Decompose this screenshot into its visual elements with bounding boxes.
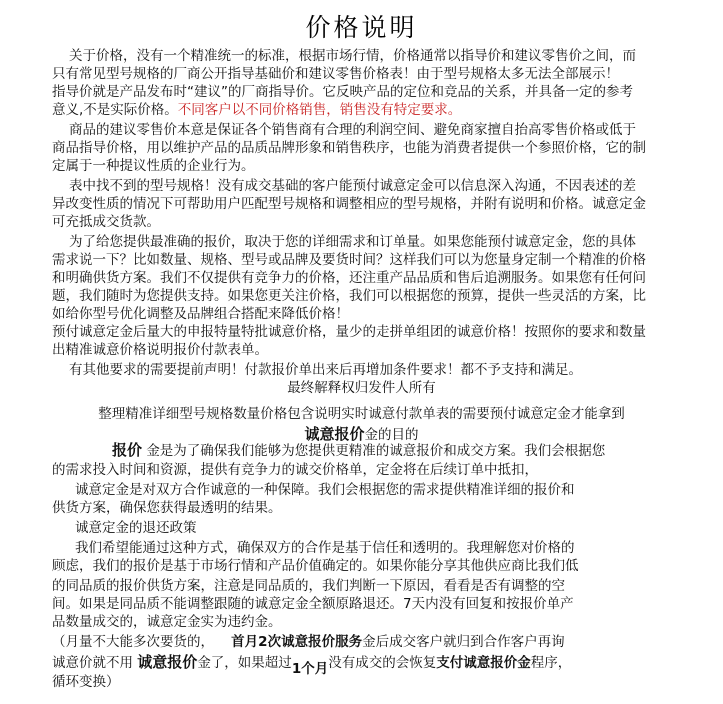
paragraph-line — [52, 634, 565, 651]
paragraph-line — [52, 653, 572, 677]
section2-intro: 整理精准详细型号规格数量价格包含说明实时诚意付款单表的需要预付诚意定金才能拿到 — [98, 406, 625, 422]
paragraph-text: 金了，如果超过 — [197, 655, 292, 671]
paragraph-line: 题，我们随时为您提供支持。如果您更关注价格，我们可以根据您的预算，提供一些灵活的方案，比 — [52, 288, 646, 304]
paragraph-line: 指导价就是产品发布时“建议”的厂商指导价。它反映产品的定位和竞品的关系，并具备一定的参考 — [52, 84, 633, 100]
paragraph-text: （月量不大能多次要货的， — [52, 634, 214, 650]
highlight-note: 不同客户以不同价格销售，销售没有特定要求。 — [177, 102, 462, 118]
paragraph-text: 金是为了确保我们能够为您提供更精准的诚意报价和成交方案。我们会根据您 — [146, 443, 606, 459]
disclaimer: 最终解释权归发件人所有 — [287, 380, 436, 396]
paragraph-text: 程序， — [530, 655, 572, 671]
heading-text: 金的目的 — [364, 427, 419, 443]
paragraph-line: 诚意定金是对双方合作诚意的一种保障。我们会根据您的需求提供精准详细的报价和 — [75, 482, 575, 498]
paragraph-line: 预付诚意定金后量大的申报特量特批诚意价格，量少的走拼单组团的诚意价格！按照你的要求和数量 — [52, 324, 646, 340]
paragraph-text: 诚意价就不用 — [52, 655, 133, 671]
paragraph-text: 金后成交客户就归到合作客户再询 — [362, 634, 565, 650]
paragraph-line: 可充抵成交货款。 — [52, 214, 160, 230]
paragraph-text: 意义,不是实际价格。 — [52, 102, 178, 118]
paragraph-line: 我们希望能通过这种方式，确保双方的合作是基于信任和透明的。我理解您对价格的 — [75, 540, 575, 556]
paragraph-line: 只有常见型号规格的厂商公开指导基础价和建议零售价格表！由于型号规格太多无法全部展示！ — [52, 66, 619, 82]
paragraph-line: 需求说一下？比如数量、规格、型号或品牌及要货时间？这样我们可以为您量身定制一个精准的价格 — [52, 252, 646, 268]
paragraph-text: 没有成交的会恢复 — [328, 655, 437, 671]
inline-emphasis: 支付诚意报价金 — [436, 655, 531, 671]
paragraph-line: 商品的建议零售价本意是保证各个销售商有合理的利润空间、避免商家擅自抬高零售价格或低于 — [69, 122, 636, 138]
page-title: 价格说明 — [305, 13, 418, 42]
heading-emphasis: 诚意报价 — [304, 425, 365, 443]
paragraph-line: 品数量成交的，诚意定金实为违约金。 — [52, 614, 282, 630]
inline-emphasis: 1个月 — [291, 661, 329, 677]
paragraph-line: 的同品质的报价供货方案，注意是同品质的，我们判断一下原因，看看是否有调整的空 — [52, 578, 565, 594]
paragraph-line: 顾虑，我们的报价是基于市场行情和产品价值确定的。如果你能分享其他供应商比我们低 — [52, 558, 579, 574]
paragraph-line: 出精准诚意价格说明报价付款表单。 — [52, 342, 268, 358]
paragraph-line: 的需求投入时间和资源，提供有竞争力的诚交价格单，定金将在后续订单中抵扣， — [52, 462, 538, 478]
paragraph-line: 循环变换） — [52, 674, 120, 690]
paragraph-line: 关于价格，没有一个精准统一的标准，根据市场行情，价格通常以指导价和建议零售价之间，而 — [69, 48, 636, 64]
paragraph-line: 商品指导价格，用以维护产品的品质品牌形象和销售秩序，也能为消费者提供一个参照价格，它的制 — [52, 140, 646, 156]
paragraph-line — [52, 102, 461, 119]
policy-heading: 诚意定金的退还政策 — [75, 520, 197, 536]
paragraph-line: 表中找不到的型号规格！没有成交基础的客户能预付诚意定金可以信息深入沟通，不因表述的差 — [69, 178, 636, 194]
inline-emphasis: 报价 — [112, 441, 143, 459]
paragraph-line: 为了给您提供最准确的报价，取决于您的详细需求和订单量。如果您能预付诚意定金，您的具体 — [69, 234, 636, 250]
paragraph-line: 有其他要求的需要提前声明！付款报价单出来后再增加条件要求！都不予支持和满足。 — [69, 362, 582, 378]
inline-emphasis: 诚意报价 — [137, 653, 198, 671]
paragraph-line: 定属于一种提议性质的企业行为。 — [52, 158, 255, 174]
paragraph-line: 供货方案，确保您获得最透明的结果。 — [52, 500, 282, 516]
inline-emphasis: 首月2次诚意报价服务 — [231, 634, 363, 650]
paragraph-line: 间。如果是同品质不能调整跟随的诚意定金全额原路退还。7天内没有回复和按报价单产 — [52, 596, 574, 612]
paragraph-line — [112, 442, 605, 460]
paragraph-line: 异改变性质的情况下可帮助用户匹配型号规格和调整相应的型号规格，并附有说明和价格。诚意定金 — [52, 196, 646, 212]
paragraph-line: 和明确供货方案。我们不仅提供有竞争力的价格，还注重产品品质和售后追溯服务。如果您有任何问 — [52, 270, 646, 286]
paragraph-line: 如给你型号优化调整及品牌组合搭配来降低价格！ — [52, 306, 349, 322]
